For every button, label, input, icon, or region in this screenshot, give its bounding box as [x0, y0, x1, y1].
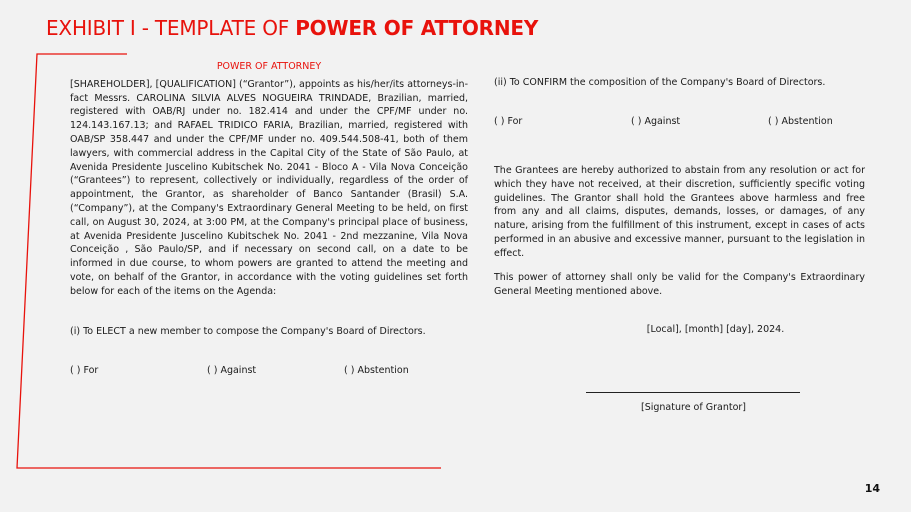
vote-abstention-option[interactable]: ( ) Abstention: [344, 365, 409, 377]
document-heading: POWER OF ATTORNEY: [216, 61, 322, 72]
grantor-appointment-paragraph: [SHAREHOLDER], [QUALIFICATION] (“Grantor”), appoints as his/her/its attorneys-in-fact Messrs. CAROLINA SILVIA ALVES NOGUEIRA TRINDADE, Brazilian, married, registered with OAB/RJ under no. 182.414 and under the CPF/MF under no. 124.143.167.13; and RAFAEL TRIDICO FARIA, Brazilian, married, registered with OAB/SP 358.447 and under the CPF/MF under no. 409.544.508-41, both of them lawyers, with commercial address in the Capital City of the State of São Paulo, at Avenida Presidente Juscelino Kubitschek No. 2041 - Bloco A - Vila Nova Conceição (“Grantees”) to represent, collectively or individually, regardless of the order of appointment, the Grantor, as shareholder of Banco Santander (Brasil) S.A. (“Company”), at the Company's Extraordinary General Meeting to be held, on first call, on August 30, 2024, at 3:00 PM, at the Company's principal place of business, at Avenida Presidente Juscelino Kubitschek No. 2041 - 2nd mezzanine, Vila Nova Conceição , São Paulo/SP, and if necessary on second call, on a date to be informed in due course, to whom powers are granted to attend the meeting and vote, on behalf of the Grantor, in accordance with the voting guidelines set forth below for each of the items on the Agenda:: [70, 78, 468, 297]
vote-against-option[interactable]: ( ) Against: [631, 116, 681, 127]
vote-against-option[interactable]: ( ) Against: [207, 365, 257, 377]
agenda-item-2-vote-options: [494, 115, 865, 129]
signature-line: [586, 392, 800, 393]
agenda-item-1-vote-options: [70, 364, 468, 378]
vote-for-option[interactable]: ( ) For: [494, 116, 523, 127]
agenda-item-1: (i) To ELECT a new member to compose the Company's Board of Directors.: [70, 325, 426, 337]
validity-paragraph: This power of attorney shall only be valid for the Company's Extraordinary General Meeting mentioned above.: [494, 272, 865, 297]
vote-for-option[interactable]: ( ) For: [70, 365, 99, 377]
signature-label: [Signature of Grantor]: [641, 402, 746, 413]
left-column: [70, 60, 468, 378]
title-prefix: EXHIBIT I - TEMPLATE OF: [46, 16, 296, 40]
vote-abstention-option[interactable]: ( ) Abstention: [768, 116, 833, 127]
title-emphasis: POWER OF ATTORNEY: [295, 16, 539, 40]
right-column: [494, 76, 865, 413]
agenda-item-2: (ii) To CONFIRM the composition of the Company's Board of Directors.: [494, 77, 826, 88]
place-and-date: [Local], [month] [day], 2024.: [646, 324, 785, 335]
authorization-paragraph: The Grantees are hereby authorized to abstain from any resolution or act for which they have not received, at their discretion, sufficiently specific voting guidelines. The Grantor shall hold the Grantees above harmless and free from any and all claims, disputes, demands, losses, or damages, of any nature, arising from the fulfillment of this instrument, except in cases of acts performed in an abusive and excessive manner, pursuant to the legislation in effect.: [494, 165, 865, 259]
page-number: 14: [864, 482, 880, 495]
